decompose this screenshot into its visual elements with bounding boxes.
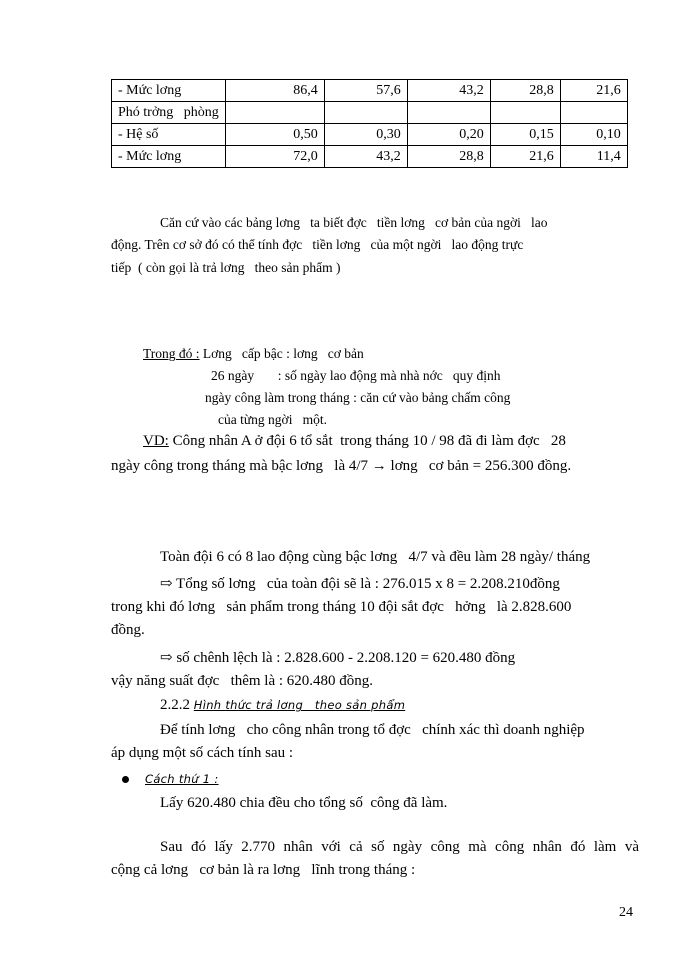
definition-line: 26 ngày : số ngày lao động mà nhà nớc quy định [211,368,501,383]
table-cell: 0,10 [560,124,627,146]
example-line [143,433,566,450]
table-cell: 0,15 [490,124,560,146]
method-line: Sau đó lấy 2.770 nhân với cả số ngày công mà công nhân đó làm và [160,839,639,855]
table-cell: 21,6 [490,146,560,168]
paragraph-line: Căn cứ vào các bảng lơng ta biết đợc tiền lơng cơ bản của ngời lao [160,215,548,230]
team-text: Tổng số lơng của toàn đội sẽ là : 276.015 x 8 = 2.208.210đồng [172,576,560,592]
team-line: vậy năng suất đợc thêm là : 620.480 đồng. [111,673,374,689]
table-cell [407,102,490,124]
table-cell: 43,2 [324,146,407,168]
table-cell: 86,4 [225,80,324,102]
method-line: Lấy 620.480 chia đều cho tổng số công đã làm. [160,795,448,811]
table-cell [324,102,407,124]
intro-line: áp dụng một số cách tính sau : [111,745,294,761]
intro-line: Để tính lơng cho công nhân trong tổ đợc chính xác thì doanh nghiệp [160,722,585,738]
table-cell: - Mức lơng [112,80,226,102]
section-title: Hình thức trả lơng theo sản phẩm [193,698,406,712]
table-cell: - Hệ số [112,124,226,146]
team-line [160,574,560,593]
double-arrow-right-icon: ⇨ [160,650,173,666]
paragraph-line: động. Trên cơ sở đó có thể tính đợc tiền lơng của một ngời lao động trực [111,237,524,252]
table-cell: 43,2 [407,80,490,102]
method-label: Cách thứ 1 : [145,772,219,786]
table-row [112,102,628,124]
table-cell [490,102,560,124]
arrow-right-icon: → [371,458,387,474]
definition-line [143,346,364,362]
table-cell: 57,6 [324,80,407,102]
definition-line: ngày công làm trong tháng : căn cứ vào bảng chấm công [205,390,511,405]
table-row [112,80,628,102]
example-text: Công nhân A ở đội 6 tổ sắt trong tháng 10 / 98 đã đi làm đợc 28 [168,433,566,449]
table-cell: Phó trởng phòng [112,102,226,124]
example-label: VD: [143,433,169,449]
table-row [112,146,628,168]
table-cell [560,102,627,124]
table-cell: - Mức lơng [112,146,226,168]
example-text: ngày công trong tháng mà bậc lơng là 4/7 [111,458,369,474]
double-arrow-right-icon: ⇨ [160,576,173,592]
definition-label: Trong đó : [143,346,200,361]
table-cell: 0,30 [324,124,407,146]
team-line: Toàn đội 6 có 8 lao động cùng bậc lơng 4/7 và đều làm 28 ngày/ tháng [160,549,591,565]
definition-text: Lơng cấp bậc : lơng cơ bản [199,346,364,361]
table-cell: 21,6 [560,80,627,102]
example-text: lơng cơ bản = 256.300 đồng. [386,458,572,474]
method-line: cộng cả lơng cơ bản là ra lơng lĩnh trong tháng : [111,862,416,878]
table-cell: 72,0 [225,146,324,168]
table-cell: 11,4 [560,146,627,168]
table-cell: 0,50 [225,124,324,146]
table-cell: 28,8 [490,80,560,102]
table-cell: 0,20 [407,124,490,146]
section-heading [160,697,405,714]
table-row [112,124,628,146]
team-text: số chênh lệch là : 2.828.600 - 2.208.120 = 620.480 đồng [172,650,516,666]
salary-table [111,79,628,168]
team-line: trong khi đó lơng sản phẩm trong tháng 10 đội sắt đợc hởng là 2.828.600 [111,599,572,615]
example-line [111,458,571,475]
section-number: 2.2.2 [160,697,194,713]
table-cell: 28,8 [407,146,490,168]
bullet-icon [122,776,129,783]
table-cell [225,102,324,124]
paragraph-line: tiếp ( còn gọi là trả lơng theo sản phẩm ) [111,260,341,275]
team-line: đồng. [111,622,145,638]
page-number: 24 [619,905,633,920]
definition-line: của từng ngời một. [218,412,327,427]
team-line [160,648,515,667]
